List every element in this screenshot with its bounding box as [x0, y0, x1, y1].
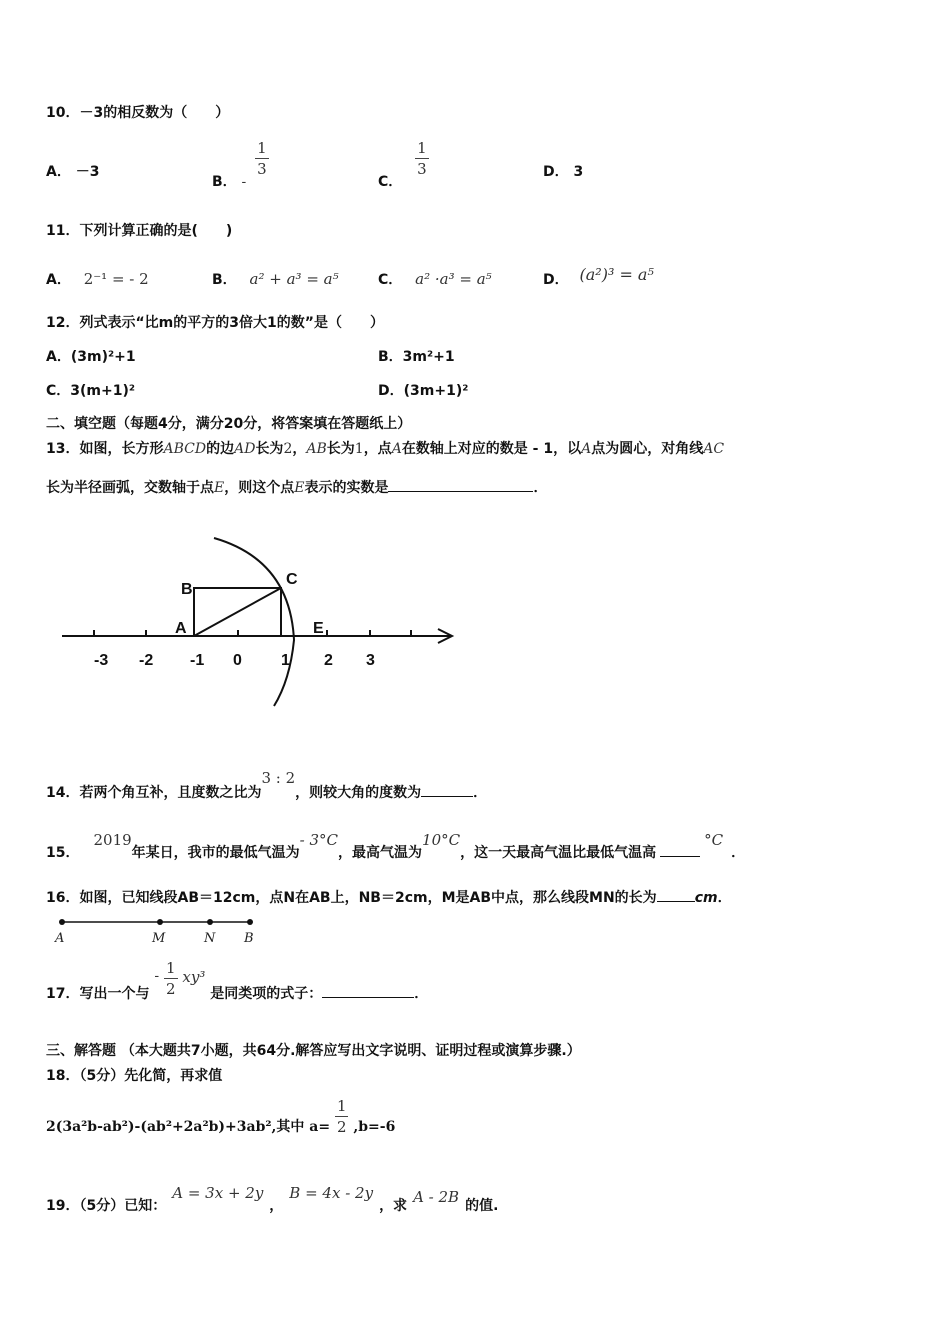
option-letter: D．	[543, 272, 569, 288]
option-letter: B．	[212, 272, 237, 288]
q15-high-temp: 10°C	[422, 831, 461, 849]
q11-option-b[interactable]	[212, 270, 339, 289]
q13-line2	[46, 479, 547, 497]
fraction	[255, 140, 269, 177]
minus-sign: -	[241, 173, 247, 190]
q13-text: 在数轴上对应的数是 - 1，以	[401, 441, 582, 457]
label-m: M	[152, 931, 166, 946]
q15	[46, 831, 746, 862]
q14	[46, 769, 488, 802]
q19-eq-b: B = 4x - 2y	[289, 1184, 374, 1202]
q11-option-c[interactable]	[378, 270, 492, 289]
q13-text: ，则这个点	[224, 480, 295, 496]
q16	[46, 889, 732, 907]
fraction-numerator: 1	[257, 139, 267, 157]
q13-math: AB	[306, 441, 327, 457]
q18-stem: 18．（5分）先化简，再求值	[46, 1068, 223, 1084]
point-label-a: A	[175, 620, 187, 637]
q10-option-c[interactable]	[378, 139, 429, 190]
q13-math: ABCD	[163, 441, 207, 457]
section-2-heading: 二、填空题（每题4分，满分20分，将答案填在答题纸上）	[46, 416, 412, 432]
q15-text: 年某日，我市的最低气温为	[131, 845, 300, 861]
q19-text: ，求	[379, 1198, 408, 1214]
option-letter: D．	[378, 383, 404, 399]
option-text: (3m+1)²	[403, 383, 469, 399]
section-3-heading: 三、解答题 （本大题共7小题，共64分.解答应写出文字说明、证明过程或演算步骤.）	[46, 1043, 581, 1059]
answer-blank[interactable]	[660, 846, 700, 857]
q13-math: 1	[354, 441, 364, 457]
q17-text: ．	[414, 986, 429, 1002]
label-a: A	[55, 931, 65, 946]
q15-text: ，最高气温为	[338, 845, 423, 861]
fraction-denominator: 3	[257, 160, 267, 178]
q13-math: A	[581, 441, 592, 457]
q17	[46, 960, 428, 1000]
q13-text: 长为	[326, 441, 355, 457]
fraction-numerator: 1	[165, 959, 176, 977]
option-text: 3(m+1)²	[70, 383, 136, 399]
q13-math: 2	[283, 441, 293, 457]
option-text: 3m²+1	[402, 349, 455, 365]
option-letter: C．	[378, 272, 403, 288]
q16-unit: cm	[694, 890, 718, 906]
q13-text: 表示的实数是	[304, 480, 389, 496]
q17-monomial: xy³	[182, 968, 206, 986]
q14-text: ．	[473, 785, 488, 801]
q15-text: ，这一天最高气温比最低气温高	[460, 845, 657, 861]
q19	[46, 1184, 499, 1215]
option-expression: a² + a³ = a⁵	[249, 270, 339, 288]
q13-math: AD	[234, 441, 256, 457]
q11-stem: 11．下列计算正确的是( )	[46, 223, 233, 239]
q15-low-temp: - 3°C	[299, 831, 339, 849]
option-letter: B．	[212, 173, 237, 190]
point-label-b: B	[181, 581, 193, 598]
q11-option-d[interactable]	[543, 265, 654, 288]
label-b: B	[244, 931, 254, 946]
option-letter: A．	[46, 349, 71, 365]
q17-text: 17．写出一个与	[46, 986, 150, 1002]
fraction	[164, 960, 178, 997]
q13-text: 长为	[255, 441, 284, 457]
q15-unit: °C	[704, 831, 724, 849]
option-expression: a² ·a³ = a⁵	[415, 270, 492, 288]
option-letter: A．	[46, 164, 71, 180]
diagonal-ac	[194, 588, 281, 636]
q15-year: 2019	[93, 831, 132, 849]
q13-text: ．	[533, 480, 548, 496]
option-letter: A．	[46, 272, 71, 288]
q12-option-d[interactable]	[378, 382, 468, 400]
point-n	[207, 919, 213, 925]
tick-label: -1	[190, 652, 205, 669]
q13-text: 点为圆心，对角线	[591, 441, 704, 457]
q13-text: 的边	[206, 441, 235, 457]
q13-text: ，点	[363, 441, 392, 457]
fraction-denominator: 2	[336, 1118, 347, 1136]
label-n: N	[204, 931, 216, 946]
q19-target: A - 2B	[413, 1188, 460, 1206]
q13-math: AC	[703, 441, 725, 457]
q16-text: 16．如图，已知线段AB＝12cm，点N在AB上，NB＝2cm，M是AB中点，那么线段MN的长为	[46, 890, 657, 906]
tick-label: -3	[94, 652, 109, 669]
point-a	[59, 919, 65, 925]
option-letter: D．	[543, 164, 569, 180]
q14-text: 14．若两个角互补，且度数之比为	[46, 785, 262, 801]
q13-math: E	[214, 480, 225, 496]
q18-expr: 2(3a²b-ab²)-(ab²+2a²b)+3ab²,其中 a=	[46, 1119, 331, 1135]
q13-text: 长为半径画弧，交数轴于点	[46, 480, 214, 496]
q10-option-d[interactable]	[543, 163, 583, 181]
tick-label: 0	[233, 652, 242, 669]
q14-text: ，则较大角的度数为	[295, 785, 422, 801]
q18-expression	[46, 1098, 395, 1148]
tick-label: 2	[324, 652, 333, 669]
fraction-denominator: 3	[417, 160, 427, 178]
q13-math: A	[391, 441, 402, 457]
q19-text: ，	[269, 1198, 284, 1214]
tick-label: 3	[366, 652, 375, 669]
q19-text: 19．（5分）已知：	[46, 1198, 167, 1214]
answer-blank[interactable]	[388, 481, 533, 492]
option-letter: C．	[378, 173, 403, 190]
point-label-c: C	[286, 571, 298, 588]
q19-eq-a: A = 3x + 2y	[172, 1184, 264, 1202]
fraction-numerator: 1	[417, 139, 427, 157]
q17-text: 是同类项的式子：	[210, 986, 323, 1002]
fraction	[335, 1098, 349, 1135]
option-expression: (a²)³ = a⁵	[579, 265, 654, 284]
tick-label: 1	[281, 652, 290, 669]
point-label-e: E	[313, 620, 324, 637]
option-text: (3m)²+1	[70, 349, 136, 365]
q15-text: 15．	[46, 845, 80, 861]
fraction-numerator: 1	[336, 1097, 347, 1115]
q18-tail: ,b=-6	[353, 1119, 396, 1135]
fraction-denominator: 2	[165, 980, 176, 998]
q19-text: 的值.	[465, 1198, 499, 1214]
q15-text: ．	[731, 845, 746, 861]
fraction	[415, 140, 429, 177]
q16-segment-figure	[50, 912, 270, 948]
answer-blank[interactable]	[421, 786, 473, 797]
q13-text: ，	[292, 441, 307, 457]
q13-text: 13．如图，长方形	[46, 441, 164, 457]
minus-sign: -	[154, 968, 160, 984]
q12-option-c[interactable]	[46, 382, 135, 400]
tick-label: -2	[139, 652, 154, 669]
q13-line1	[46, 440, 724, 458]
q14-ratio: 3 : 2	[261, 769, 296, 787]
q12-option-b[interactable]	[378, 348, 455, 366]
q10-option-a[interactable]	[46, 163, 99, 181]
q10-stem: 10．－3的相反数为（ ）	[46, 105, 230, 121]
option-letter: C．	[46, 383, 71, 399]
q11-option-a[interactable]	[46, 270, 149, 289]
point-b	[247, 919, 253, 925]
q12-stem: 12．列式表示“比m的平方的3倍大1的数”是（ ）	[46, 315, 384, 331]
point-m	[157, 919, 163, 925]
answer-blank[interactable]	[657, 891, 695, 902]
q13-number-line-figure	[40, 530, 480, 720]
q10-option-b[interactable]	[212, 139, 269, 190]
option-letter: B．	[378, 349, 403, 365]
option-text: －3	[75, 164, 100, 180]
option-expression: 2⁻¹ = - 2	[83, 270, 149, 288]
q16-text: ．	[717, 890, 732, 906]
option-text: 3	[573, 164, 584, 180]
q12-option-a[interactable]	[46, 348, 136, 366]
answer-blank[interactable]	[322, 987, 414, 998]
q13-math: E	[294, 480, 305, 496]
